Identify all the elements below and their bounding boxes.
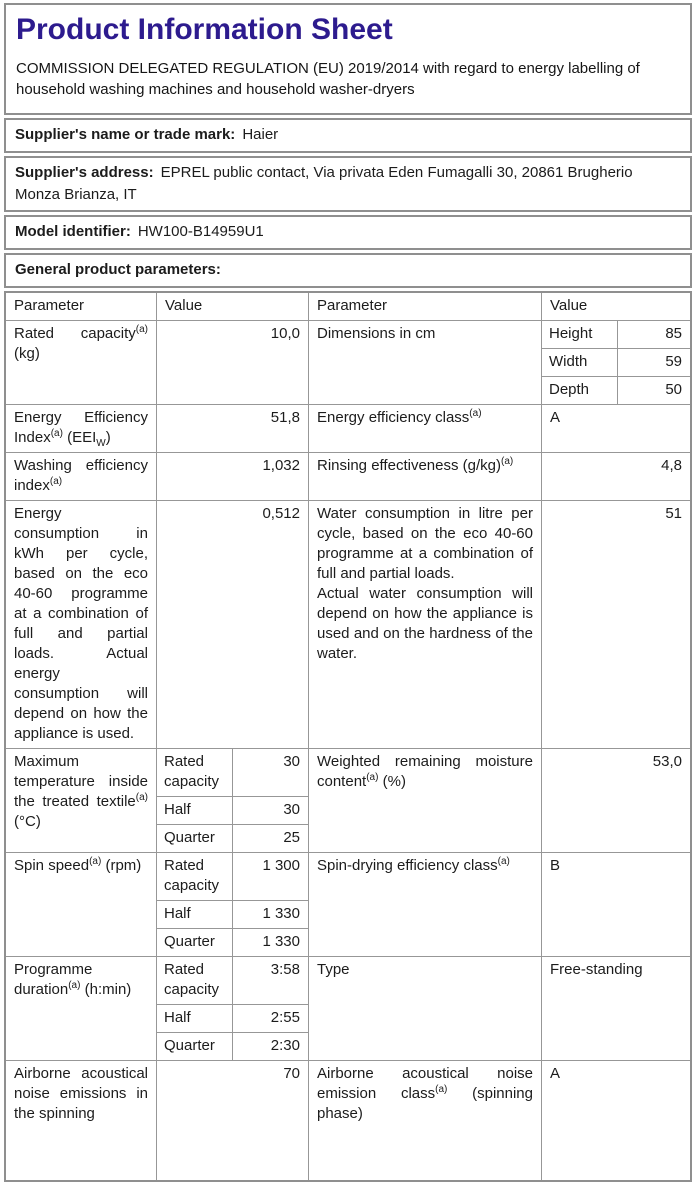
footnote-marker: (a) bbox=[469, 407, 482, 419]
noise-class-param: Airborne acoustical noise emission class$^{(a)}$ (spinning phase) bbox=[308, 1060, 541, 1180]
header-parameter-left: Parameter bbox=[14, 296, 85, 314]
row-airborne-noise bbox=[6, 1060, 690, 1180]
footnote-marker: (a) bbox=[49, 475, 63, 487]
duration-half-row: Half 2:55 bbox=[157, 1004, 308, 1032]
footnote-marker: (a) bbox=[366, 771, 379, 783]
type-value: Free-standing bbox=[541, 956, 690, 1060]
row-rated-capacity-dimensions bbox=[6, 320, 690, 404]
max-temp-quarter-row: Quarter 25 bbox=[157, 824, 308, 852]
spin-rated-row: Rated capacity 1 300 bbox=[157, 853, 308, 900]
supplier-address-label: Supplier's address: bbox=[15, 163, 154, 181]
water-consumption-value: 51 bbox=[541, 500, 690, 748]
parameters-table bbox=[4, 291, 692, 1182]
model-identifier-label: Model identifier: bbox=[15, 223, 131, 241]
row-energy-water-consumption bbox=[6, 500, 690, 748]
spin-quarter-row: Quarter 1 330 bbox=[157, 928, 308, 956]
max-temperature-subtable bbox=[156, 748, 308, 852]
moisture-value: 53,0 bbox=[541, 748, 690, 852]
footnote-marker: (a) bbox=[135, 791, 148, 803]
supplier-name-value: Haier bbox=[242, 126, 279, 143]
eei-param: Energy Efficiency Index$^{(a)}$ $(EEI_W)$ bbox=[6, 404, 156, 452]
dimension-row-depth: Depth 50 bbox=[542, 376, 690, 404]
footnote-marker: (a) bbox=[500, 455, 514, 467]
supplier-name-row bbox=[4, 118, 692, 153]
washing-index-value: 1,032 bbox=[156, 452, 308, 500]
model-identifier-row bbox=[4, 215, 692, 250]
footnote-marker: (a) bbox=[135, 323, 148, 335]
dimensions-param: Dimensions in cm bbox=[308, 320, 541, 404]
header-section bbox=[4, 3, 692, 115]
dimension-row-width: Width 59 bbox=[542, 348, 690, 376]
eei-value: 51,8 bbox=[156, 404, 308, 452]
row-programme-duration bbox=[6, 956, 690, 1060]
row-energy-efficiency-index bbox=[6, 404, 690, 452]
noise-class-value: A bbox=[541, 1060, 690, 1180]
type-param: Type bbox=[308, 956, 541, 1060]
section-title: General product parameters: bbox=[15, 261, 221, 278]
duration-quarter-row: Quarter 2:30 bbox=[157, 1032, 308, 1060]
energy-consumption-value: 0,512 bbox=[156, 500, 308, 748]
spin-half-row: Half 1 330 bbox=[157, 900, 308, 928]
max-temperature-param: Maximum temperature inside the treated textile$^{(a)}$ (°C) bbox=[6, 748, 156, 852]
dimension-row-height: Height 85 bbox=[542, 321, 690, 348]
noise-emissions-param: Airborne acoustical noise emissions in the spinning bbox=[6, 1060, 156, 1180]
table-header-row bbox=[6, 293, 690, 320]
supplier-address-value: EPREL public contact, Via privata Eden Fumagalli 30, 20861 Brugherio Monza Brianza, IT bbox=[15, 163, 633, 203]
programme-duration-param: Programme duration$^{(a)}$ (h:min) bbox=[6, 956, 156, 1060]
energy-consumption-param: Energy consumption in kWh per cycle, based on the eco 40-60 programme at a combination of full and partial loads. Actual energy consumption will depend on how the appliance is used. bbox=[6, 500, 156, 748]
max-temp-rated-row: Rated capacity 30 bbox=[157, 749, 308, 796]
rinsing-param: Rinsing effectiveness $(g/kg)^{(a)}$ bbox=[308, 452, 541, 500]
footnote-marker: (a) bbox=[435, 1083, 448, 1095]
rated-capacity-param: Rated capacity$^{(a)}$ (kg) bbox=[6, 320, 156, 404]
header-parameter-right: Parameter bbox=[308, 293, 541, 320]
dimensions-subtable bbox=[541, 320, 690, 404]
spin-drying-class-param: Spin-drying efficiency class$^{(a)}$ bbox=[308, 852, 541, 956]
subscript-w: W bbox=[96, 437, 106, 449]
footnote-marker: (a) bbox=[50, 427, 63, 439]
max-temp-half-row: Half 30 bbox=[157, 796, 308, 824]
rinsing-value: 4,8 bbox=[541, 452, 690, 500]
supplier-name-label: Supplier's name or trade mark: bbox=[15, 126, 236, 143]
regulation-text: COMMISSION DELEGATED REGULATION (EU) 2019/2014 with regard to energy labelling of household washing machines and household washer-dryers bbox=[16, 59, 640, 99]
header-value-right: Value bbox=[541, 293, 690, 320]
spin-drying-class-value: B bbox=[541, 852, 690, 956]
row-washing-efficiency bbox=[6, 452, 690, 500]
footnote-marker: (a) bbox=[89, 855, 102, 867]
page-title: Product Information Sheet bbox=[16, 13, 393, 46]
washing-index-param: Washing efficiency index$^{(a)}$ bbox=[6, 452, 156, 500]
supplier-address-row bbox=[4, 156, 692, 213]
footnote-marker: (a) bbox=[68, 979, 81, 991]
energy-class-value: A bbox=[541, 404, 690, 452]
row-max-temperature-moisture bbox=[6, 748, 690, 852]
water-consumption-param: Water consumption in litre per cycle, based on the eco 40-60 programme at a combination of full and partial loads. Actual water consumption will depend on how the appliance is used and on the hardness of the water. bbox=[308, 500, 541, 748]
row-spin-speed bbox=[6, 852, 690, 956]
noise-emissions-value: 70 bbox=[156, 1060, 308, 1180]
header-value-left: Value bbox=[156, 293, 308, 320]
spin-speed-param: Spin speed$^{(a)}$ (rpm) bbox=[6, 852, 156, 956]
model-identifier-value: HW100-B14959U1 bbox=[137, 223, 264, 241]
spin-speed-subtable bbox=[156, 852, 308, 956]
energy-class-param: Energy efficiency class$^{(a)}$ bbox=[308, 404, 541, 452]
footnote-marker: (a) bbox=[497, 855, 510, 867]
rated-capacity-value: 10,0 bbox=[156, 320, 308, 404]
duration-rated-row: Rated capacity 3:58 bbox=[157, 957, 308, 1004]
programme-duration-subtable bbox=[156, 956, 308, 1060]
section-title-row bbox=[4, 253, 692, 288]
moisture-param: Weighted remaining moisture content$^{(a)}$ (%) bbox=[308, 748, 541, 852]
